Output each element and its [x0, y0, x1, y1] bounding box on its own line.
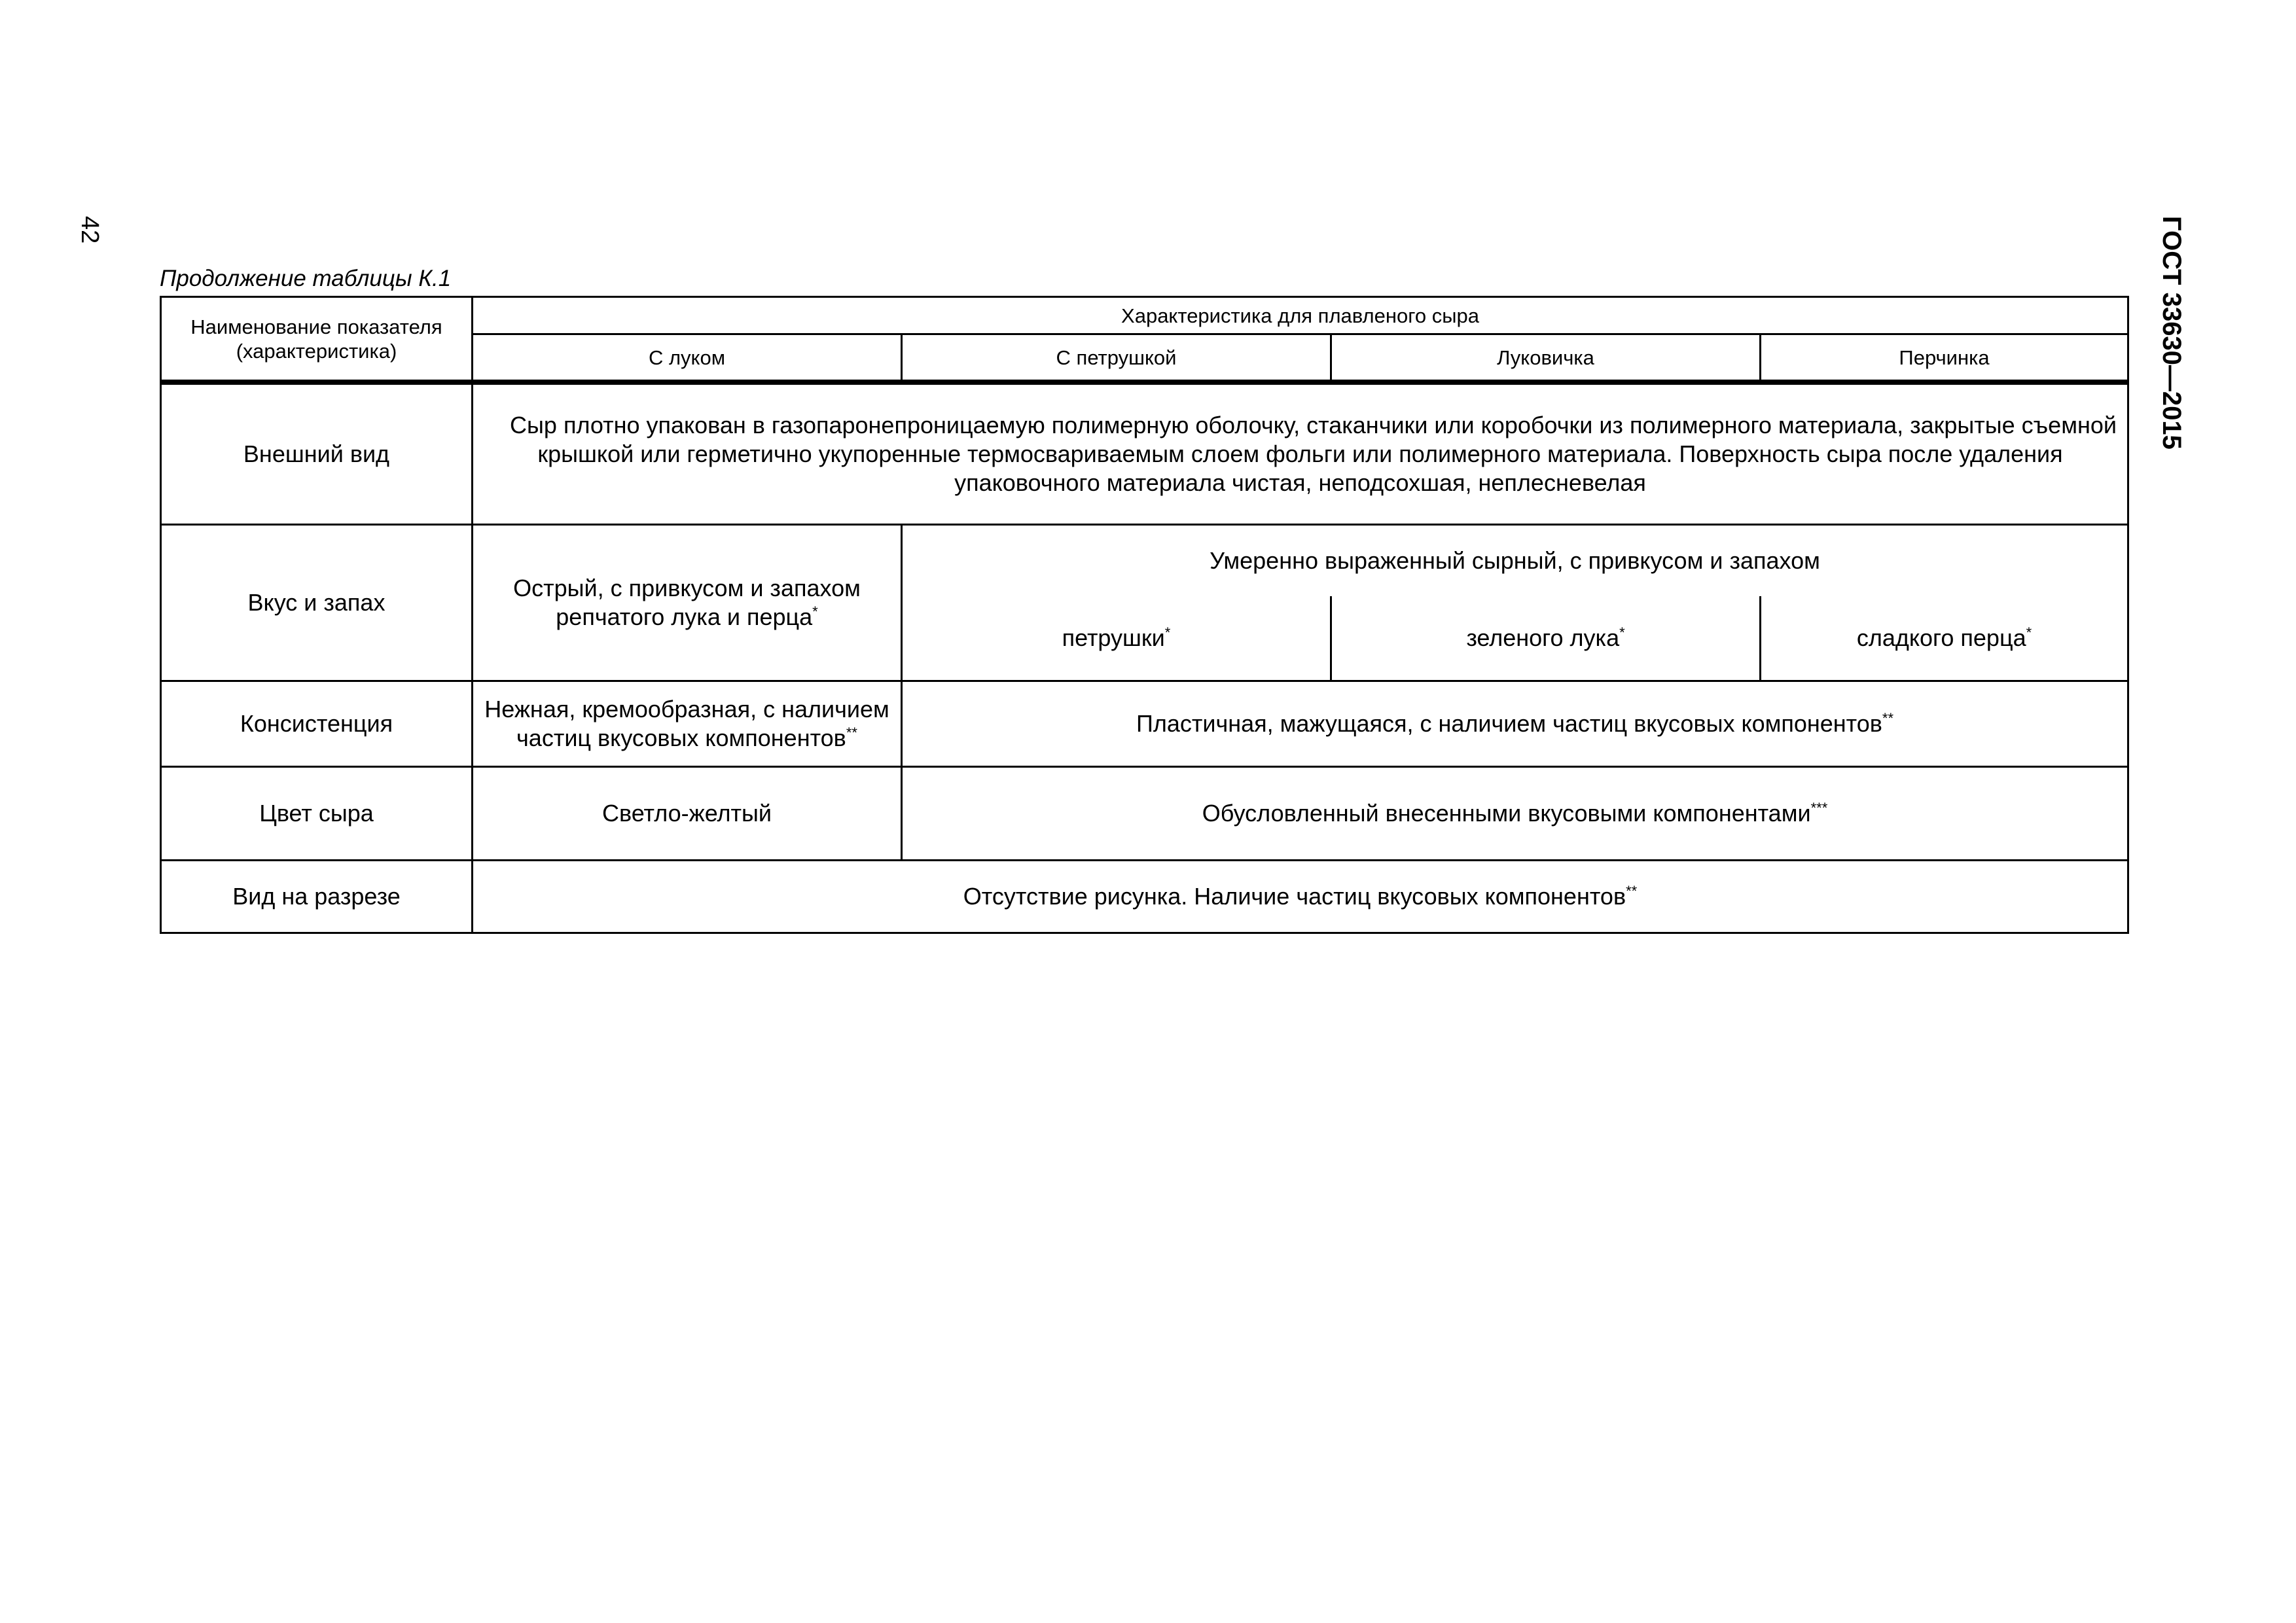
consistency-rest-footnote-mark: **: [1882, 710, 1894, 726]
taste-sweet-pepper-footnote-mark: *: [2026, 624, 2032, 641]
header-col-parsley: С петрушкой: [902, 334, 1331, 383]
color-rest-cell: [902, 767, 2128, 861]
header-col-onion: С луком: [473, 334, 902, 383]
taste-green-onion-cell: [1331, 596, 1761, 681]
standard-code: ГОСТ 33630—2015: [2157, 216, 2186, 450]
color-onion-text: Светло-желтый: [473, 767, 902, 861]
taste-sweet-pepper-cell: [1761, 596, 2128, 681]
cut-label: Вид на разрезе: [161, 861, 473, 933]
taste-label: Вкус и запах: [161, 525, 473, 681]
header-group: Характеристика для плавленого сыра: [473, 297, 2128, 334]
header-col-lukovichka: Луковичка: [1331, 334, 1761, 383]
consistency-rest-text: Пластичная, мажущаяся, с наличием частиц вкусовых компонентов: [1136, 710, 1882, 737]
color-label: Цвет сыра: [161, 767, 473, 861]
taste-onion-footnote-mark: *: [812, 603, 818, 620]
consistency-onion-text: Нежная, кремообразная, с наличием частиц вкусовых компонентов: [484, 696, 889, 751]
consistency-onion-footnote-mark: **: [846, 724, 857, 741]
taste-parsley-text: петрушки: [1062, 624, 1165, 651]
color-rest-footnote-mark: ***: [1810, 800, 1828, 816]
consistency-rest-cell: [902, 681, 2128, 767]
characteristics-table: [160, 296, 2129, 934]
taste-sweet-pepper-text: сладкого перца: [1856, 624, 2026, 651]
row-taste: [161, 525, 2128, 597]
taste-green-onion-footnote-mark: *: [1619, 624, 1625, 641]
cut-text: Отсутствие рисунка. Наличие частиц вкусовых компонентов: [963, 883, 1626, 910]
color-rest-text: Обусловленный внесенными вкусовыми компонентами: [1202, 800, 1811, 827]
header-indicator: Наименование показателя (характеристика): [161, 297, 473, 383]
taste-onion-text: Острый, с привкусом и запахом репчатого лука и перца: [513, 575, 861, 630]
appearance-text: Сыр плотно упакован в газопаронепроницаемую полимерную оболочку, стаканчики или коробочки из полимерного материала, закрытые съемной крышкой или герметично укупоренные термосвариваемым слоем фольги или полимерного материала. Поверхность сыра после удаления упаковочного материала чистая, неподсохшая, неплесневелая: [473, 382, 2128, 525]
taste-parsley-footnote-mark: *: [1164, 624, 1171, 641]
header-row-group: [161, 297, 2128, 334]
consistency-label: Консистенция: [161, 681, 473, 767]
page-number: 42: [76, 216, 103, 244]
table-caption: Продолжение таблицы К.1: [160, 266, 452, 291]
taste-parsley-cell: [902, 596, 1331, 681]
taste-green-onion-text: зеленого лука: [1466, 624, 1620, 651]
cut-cell: [473, 861, 2128, 933]
row-color: [161, 767, 2128, 861]
appearance-label: Внешний вид: [161, 382, 473, 525]
row-appearance: [161, 382, 2128, 525]
row-consistency: [161, 681, 2128, 767]
row-cut: [161, 861, 2128, 933]
header-col-perchinka: Перчинка: [1761, 334, 2128, 383]
consistency-onion-cell: [473, 681, 902, 767]
taste-onion-cell: [473, 525, 902, 681]
cut-footnote-mark: **: [1626, 883, 1638, 899]
taste-common-text: Умеренно выраженный сырный, с привкусом и запахом: [902, 525, 2128, 597]
